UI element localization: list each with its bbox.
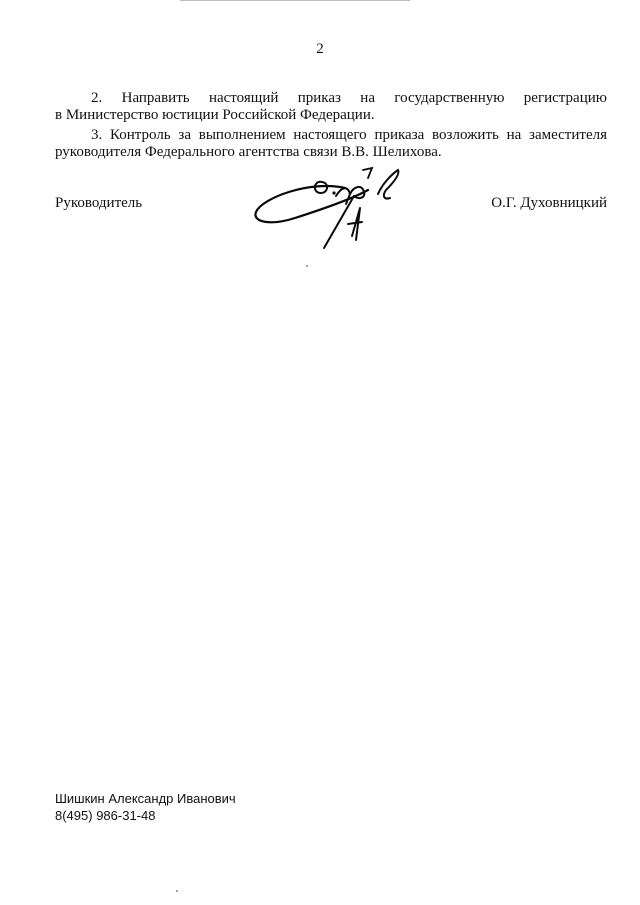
word: приказ — [297, 90, 341, 106]
signatory-name: О.Г. Духовницкий — [491, 195, 607, 211]
executor-phone: 8(495) 986-31-48 — [55, 808, 156, 823]
word: настоящего — [293, 127, 367, 143]
page-number: 2 — [316, 41, 324, 57]
word: приказа — [374, 127, 425, 143]
word: выполнением — [198, 127, 286, 143]
word: на — [360, 90, 375, 106]
paragraph-item-2 — [55, 90, 607, 124]
word: Контроль — [110, 127, 171, 143]
scan-speck — [306, 265, 308, 267]
word: 3. — [91, 127, 103, 143]
word: на — [506, 127, 522, 143]
word: Направить — [121, 90, 190, 106]
word: 2. — [91, 90, 103, 106]
word: государственную — [394, 90, 505, 106]
scan-speck — [176, 890, 178, 892]
executor-name: Шишкин Александр Иванович — [55, 791, 236, 806]
scan-edge-line — [180, 0, 410, 1]
paragraph-item-2-first-line — [55, 90, 607, 107]
paragraph-item-3-second-line: руководителя Федерального агентства связи В.В. Шелихова. — [55, 144, 442, 160]
word: регистрацию — [523, 90, 607, 106]
executor-block — [55, 790, 236, 824]
paragraph-item-2-second-line: в Министерство юстиции Российской Федерации. — [55, 107, 375, 123]
paragraph-item-3-first-line — [55, 127, 607, 144]
word: заместителя — [529, 127, 607, 143]
word: настоящий — [208, 90, 279, 106]
word: за — [178, 127, 191, 143]
signatory-title: Руководитель — [55, 195, 143, 211]
word: возложить — [432, 127, 499, 143]
paragraph-item-3 — [55, 127, 607, 161]
handwritten-signature — [250, 160, 420, 255]
